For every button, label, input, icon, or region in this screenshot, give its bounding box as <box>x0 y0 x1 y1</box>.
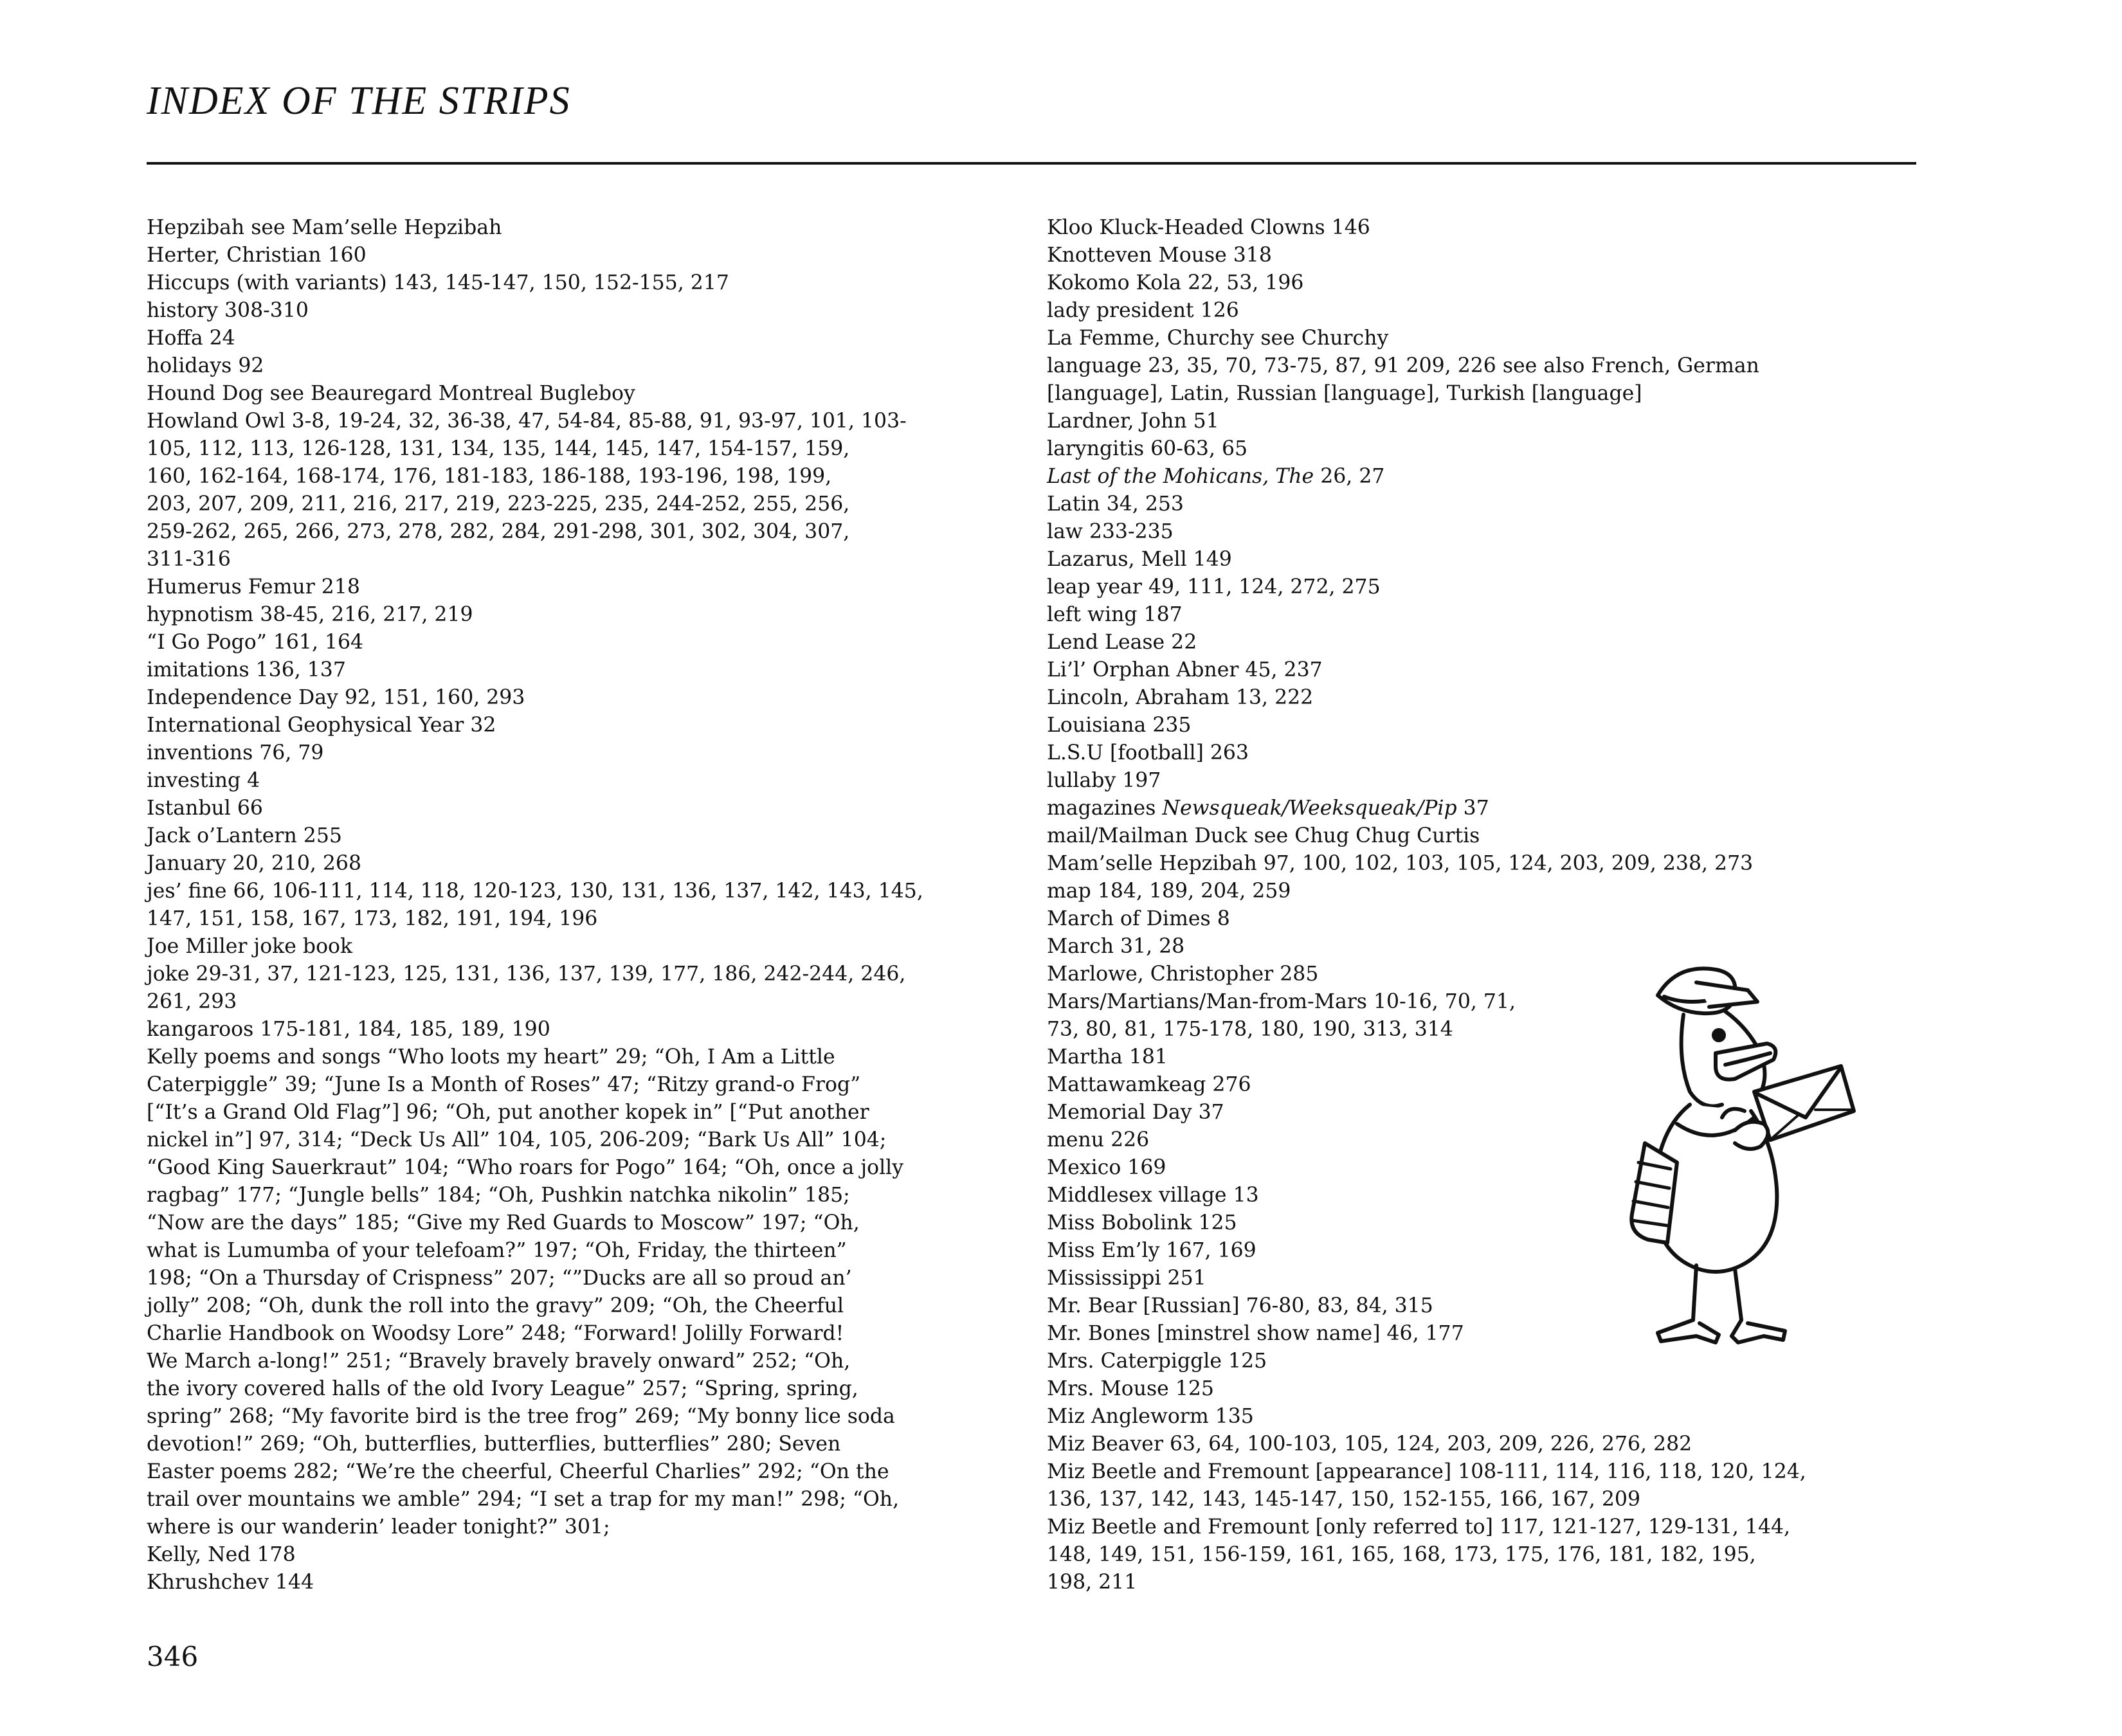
index-entry <box>1047 629 1916 656</box>
index-entry-line: Mrs. Caterpiggle 125 <box>1047 1350 1267 1373</box>
index-entry <box>147 297 1018 325</box>
index-entry-line: 261, 293 <box>147 990 237 1013</box>
index-entry-line: 160, 162-164, 168-174, 176, 181-183, 186-188, 193-196, 198, 199, <box>147 465 832 488</box>
index-entry <box>147 1044 1018 1541</box>
index-entry-line: Kelly, Ned 178 <box>147 1543 296 1566</box>
index-entry-line: nickel in”] 97, 314; “Deck Us All” 104, 105, 206-209; “Bark Us All” 104; <box>147 1128 887 1152</box>
index-entry-line: Hepzibah see Mam’selle Hepzibah <box>147 216 502 239</box>
index-entry-line: Miss Bobolink 125 <box>1047 1211 1237 1234</box>
index-entry-line: Mattawamkeag 276 <box>1047 1073 1251 1096</box>
index-entry-line: Hiccups (with variants) 143, 145-147, 150, 152-155, 217 <box>147 271 729 294</box>
index-entry <box>1047 767 1916 795</box>
index-entry-line: 136, 137, 142, 143, 145-147, 150, 152-155, 166, 167, 209 <box>1047 1488 1641 1511</box>
index-entry-line: March 31, 28 <box>1047 935 1185 958</box>
index-entry-pages: 37 <box>1456 797 1489 820</box>
index-entry <box>1047 435 1916 463</box>
index-entry-line: spring” 268; “My favorite bird is the tree frog” 269; “My bonny lice soda <box>147 1405 895 1428</box>
index-entry <box>147 325 1018 352</box>
index-entry <box>147 269 1018 297</box>
index-entry <box>1047 574 1916 601</box>
index-entry-term: magazines <box>1047 797 1163 820</box>
index-entry-line: Mars/Martians/Man-from-Mars 10-16, 70, 71, <box>1047 990 1516 1013</box>
index-entry <box>1047 739 1916 767</box>
index-entry-line: Howland Owl 3-8, 19-24, 32, 36-38, 47, 54-84, 85-88, 91, 93-97, 101, 103- <box>147 410 907 433</box>
index-entry <box>1047 878 1916 905</box>
index-entry-pages: 26, 27 <box>1314 465 1385 488</box>
index-entry-line: Lardner, John 51 <box>1047 410 1219 433</box>
index-entry-line: Caterpiggle” 39; “June Is a Month of Roses” 47; “Ritzy grand-o Frog” <box>147 1073 861 1096</box>
index-entry <box>1047 297 1916 325</box>
index-entry-line: Hound Dog see Beauregard Montreal Bugleboy <box>147 382 635 405</box>
index-entry-line: Independence Day 92, 151, 160, 293 <box>147 686 525 709</box>
index-entry <box>147 878 1018 933</box>
index-entry-line: Istanbul 66 <box>147 797 263 820</box>
index-entry-title: Last of the Mohicans, The <box>1047 465 1314 488</box>
index-entry-line: investing 4 <box>147 769 260 792</box>
index-entry-line: Humerus Femur 218 <box>147 575 360 599</box>
index-entry-line: Miz Beetle and Fremount [appearance] 108-111, 114, 116, 118, 120, 124, <box>1047 1460 1806 1483</box>
index-entry-line: Miz Beaver 63, 64, 100-103, 105, 124, 203, 209, 226, 276, 282 <box>1047 1433 1692 1456</box>
index-entry-line: ragbag” 177; “Jungle bells” 184; “Oh, Pushkin natchka nikolin” 185; <box>147 1184 850 1207</box>
index-entry-line: Latin 34, 253 <box>1047 493 1184 516</box>
index-entry-line: [language], Latin, Russian [language], Turkish [language] <box>1047 382 1642 405</box>
index-entry <box>147 767 1018 795</box>
index-entry-line: what is Lumumba of your telefoam?” 197; “Oh, Friday, the thirteen” <box>147 1239 847 1262</box>
index-entry <box>147 822 1018 850</box>
index-entry-line: Miz Angleworm 135 <box>1047 1405 1254 1428</box>
index-entry-line: kangaroos 175-181, 184, 185, 189, 190 <box>147 1018 550 1041</box>
index-column-right <box>1047 214 1916 1596</box>
index-entry <box>1047 601 1916 629</box>
title-rule <box>147 162 1916 165</box>
page-number: 346 <box>147 1641 199 1672</box>
index-entry-line: Kelly poems and songs “Who loots my heart” 29; “Oh, I Am a Little <box>147 1045 835 1069</box>
index-entry-line: Middlesex village 13 <box>1047 1184 1259 1207</box>
index-entry-title: Newsqueak/Weeksqueak/Pip <box>1162 797 1457 820</box>
index-entry <box>1047 214 1916 242</box>
index-entry <box>1047 795 1916 822</box>
index-entry-line: lullaby 197 <box>1047 769 1161 792</box>
index-entry-line: We March a-long!” 251; “Bravely bravely bravely onward” 252; “Oh, <box>147 1350 851 1373</box>
index-entry-line: trail over mountains we amble” 294; “I set a trap for my man!” 298; “Oh, <box>147 1488 900 1511</box>
index-entry <box>1047 325 1916 352</box>
index-entry-line: language 23, 35, 70, 73-75, 87, 91 209, 226 see also French, German <box>1047 354 1759 377</box>
index-entry <box>147 629 1018 656</box>
index-entry <box>147 380 1018 408</box>
index-entry <box>1047 712 1916 739</box>
index-entry <box>1047 850 1916 878</box>
index-entry-line: history 308-310 <box>147 299 309 322</box>
index-entry-line: Li’l’ Orphan Abner 45, 237 <box>1047 658 1323 682</box>
index-entry <box>1047 905 1916 933</box>
index-entry <box>1047 656 1916 684</box>
index-entry-line: Jack o’Lantern 255 <box>147 824 342 847</box>
index-entry-line: lady president 126 <box>1047 299 1239 322</box>
index-entry-line: La Femme, Churchy see Churchy <box>1047 327 1389 350</box>
index-entry-line: Mexico 169 <box>1047 1156 1166 1179</box>
index-entry-line: Mrs. Mouse 125 <box>1047 1377 1214 1400</box>
index-entry <box>147 1541 1018 1569</box>
index-entry-line: the ivory covered halls of the old Ivory League” 257; “Spring, spring, <box>147 1377 858 1400</box>
index-entry <box>1047 1403 1916 1431</box>
index-entry-line: Khrushchev 144 <box>147 1571 314 1594</box>
index-entry-line: Lend Lease 22 <box>1047 631 1197 654</box>
index-entry <box>1047 1431 1916 1458</box>
index-entry-line: imitations 136, 137 <box>147 658 346 682</box>
index-entry <box>147 961 1018 1016</box>
index-entry-line: Martha 181 <box>1047 1045 1168 1069</box>
index-entry <box>147 408 1018 574</box>
index-entry <box>1047 352 1916 408</box>
index-entry-line: Knotteven Mouse 318 <box>1047 244 1272 267</box>
index-entry-line: 203, 207, 209, 211, 216, 217, 219, 223-225, 235, 244-252, 255, 256, <box>147 493 850 516</box>
index-entry-line: March of Dimes 8 <box>1047 907 1230 930</box>
index-entry <box>1047 491 1916 518</box>
index-entry-line: inventions 76, 79 <box>147 741 324 764</box>
index-entry-line: International Geophysical Year 32 <box>147 714 496 737</box>
index-entry <box>1047 463 1916 491</box>
index-entry-line: 73, 80, 81, 175-178, 180, 190, 313, 314 <box>1047 1018 1453 1041</box>
index-column-left <box>147 214 1018 1596</box>
index-entry <box>147 656 1018 684</box>
index-entry-line: left wing 187 <box>1047 603 1183 626</box>
index-entry <box>1047 684 1916 712</box>
index-entry-line: 148, 149, 151, 156-159, 161, 165, 168, 173, 175, 176, 181, 182, 195, <box>1047 1543 1756 1566</box>
index-entry-line: jolly” 208; “Oh, dunk the roll into the gravy” 209; “Oh, the Cheerful <box>147 1294 844 1317</box>
index-entry-line: Mississippi 251 <box>1047 1267 1206 1290</box>
index-entry-line: “Good King Sauerkraut” 104; “Who roars for Pogo” 164; “Oh, once a jolly <box>147 1156 904 1179</box>
index-entry-line: menu 226 <box>1047 1128 1150 1152</box>
index-entry-line: law 233-235 <box>1047 520 1174 543</box>
index-entry <box>1047 822 1916 850</box>
index-entry <box>147 214 1018 242</box>
index-entry <box>147 574 1018 601</box>
index-entry <box>1047 518 1916 546</box>
index-entry <box>147 601 1018 629</box>
index-entry-line: jes’ fine 66, 106-111, 114, 118, 120-123, 130, 131, 136, 137, 142, 143, 145, <box>147 880 923 903</box>
index-entry-line: Marlowe, Christopher 285 <box>1047 963 1319 986</box>
index-entry-line: holidays 92 <box>147 354 264 377</box>
index-entry-line: hypnotism 38-45, 216, 217, 219 <box>147 603 473 626</box>
index-entry <box>1047 1514 1916 1596</box>
index-entry <box>147 1569 1018 1596</box>
index-entry <box>1047 546 1916 574</box>
index-entry-line: map 184, 189, 204, 259 <box>1047 880 1291 903</box>
index-entry <box>147 352 1018 380</box>
index-entry-line: 147, 151, 158, 167, 173, 182, 191, 194, 196 <box>147 907 598 930</box>
index-entry-line: Lazarus, Mell 149 <box>1047 548 1232 571</box>
index-entry-line: Lincoln, Abraham 13, 222 <box>1047 686 1314 709</box>
index-entry-line: Joe Miller joke book <box>147 935 353 958</box>
page-title: INDEX OF THE STRIPS <box>147 79 571 123</box>
index-entry-line: Mr. Bones [minstrel show name] 46, 177 <box>1047 1322 1464 1345</box>
index-entry <box>147 739 1018 767</box>
index-entry-line: mail/Mailman Duck see Chug Chug Curtis <box>1047 824 1480 847</box>
index-entry-line: laryngitis 60-63, 65 <box>1047 437 1248 460</box>
index-entry-line: joke 29-31, 37, 121-123, 125, 131, 136, 137, 139, 177, 186, 242-244, 246, <box>147 963 906 986</box>
index-entry <box>147 684 1018 712</box>
index-entry-line: 311-316 <box>147 548 231 571</box>
index-entry-line: 198, 211 <box>1047 1571 1138 1594</box>
index-entry-line: [“It’s a Grand Old Flag”] 96; “Oh, put another kopek in” [“Put another <box>147 1101 869 1124</box>
index-entry-line: L.S.U [football] 263 <box>1047 741 1249 764</box>
index-entry <box>1047 408 1916 435</box>
index-entry-line: Herter, Christian 160 <box>147 244 367 267</box>
index-entry <box>1047 1375 1916 1403</box>
index-entry-line: Louisiana 235 <box>1047 714 1192 737</box>
index-entry-line: 198; “On a Thursday of Crispness” 207; “”Ducks are all so proud an’ <box>147 1267 852 1290</box>
index-entry <box>1047 1458 1916 1514</box>
index-entry <box>1047 242 1916 269</box>
index-entry <box>147 795 1018 822</box>
index-entry <box>147 242 1018 269</box>
index-entry-line: 259-262, 265, 266, 273, 278, 282, 284, 291-298, 301, 302, 304, 307, <box>147 520 850 543</box>
index-entry-line: Mr. Bear [Russian] 76-80, 83, 84, 315 <box>1047 1294 1433 1317</box>
index-entry-line: “Now are the days” 185; “Give my Red Guards to Moscow” 197; “Oh, <box>147 1211 860 1234</box>
index-entry <box>1047 269 1916 297</box>
index-entry-line: devotion!” 269; “Oh, butterflies, butterflies, butterflies” 280; Seven <box>147 1433 841 1456</box>
index-entry <box>147 712 1018 739</box>
index-entry <box>147 933 1018 961</box>
mailman-duck-illustration <box>1619 957 1870 1368</box>
index-entry-line: January 20, 210, 268 <box>147 852 362 875</box>
index-entry-line: Kokomo Kola 22, 53, 196 <box>1047 271 1304 294</box>
index-entry-line: Memorial Day 37 <box>1047 1101 1224 1124</box>
index-entry-line: Miss Em’ly 167, 169 <box>1047 1239 1256 1262</box>
index-entry-line: leap year 49, 111, 124, 272, 275 <box>1047 575 1381 599</box>
index-entry-line: 105, 112, 113, 126-128, 131, 134, 135, 144, 145, 147, 154-157, 159, <box>147 437 850 460</box>
index-entry-line: Easter poems 282; “We’re the cheerful, Cheerful Charlies” 292; “On the <box>147 1460 889 1483</box>
index-entry-line: where is our wanderin’ leader tonight?” 301; <box>147 1515 610 1539</box>
index-entry-line: Miz Beetle and Fremount [only referred to] 117, 121-127, 129-131, 144, <box>1047 1515 1791 1539</box>
index-entry <box>147 1016 1018 1044</box>
index-entry-line: Kloo Kluck-Headed Clowns 146 <box>1047 216 1370 239</box>
index-entry-line: “I Go Pogo” 161, 164 <box>147 631 364 654</box>
index-entry-line: Hoffa 24 <box>147 327 235 350</box>
index-entry <box>147 850 1018 878</box>
index-entry-line: Mam’selle Hepzibah 97, 100, 102, 103, 105, 124, 203, 209, 238, 273 <box>1047 852 1754 875</box>
index-entry-line: Charlie Handbook on Woodsy Lore” 248; “Forward! Jolilly Forward! <box>147 1322 844 1345</box>
